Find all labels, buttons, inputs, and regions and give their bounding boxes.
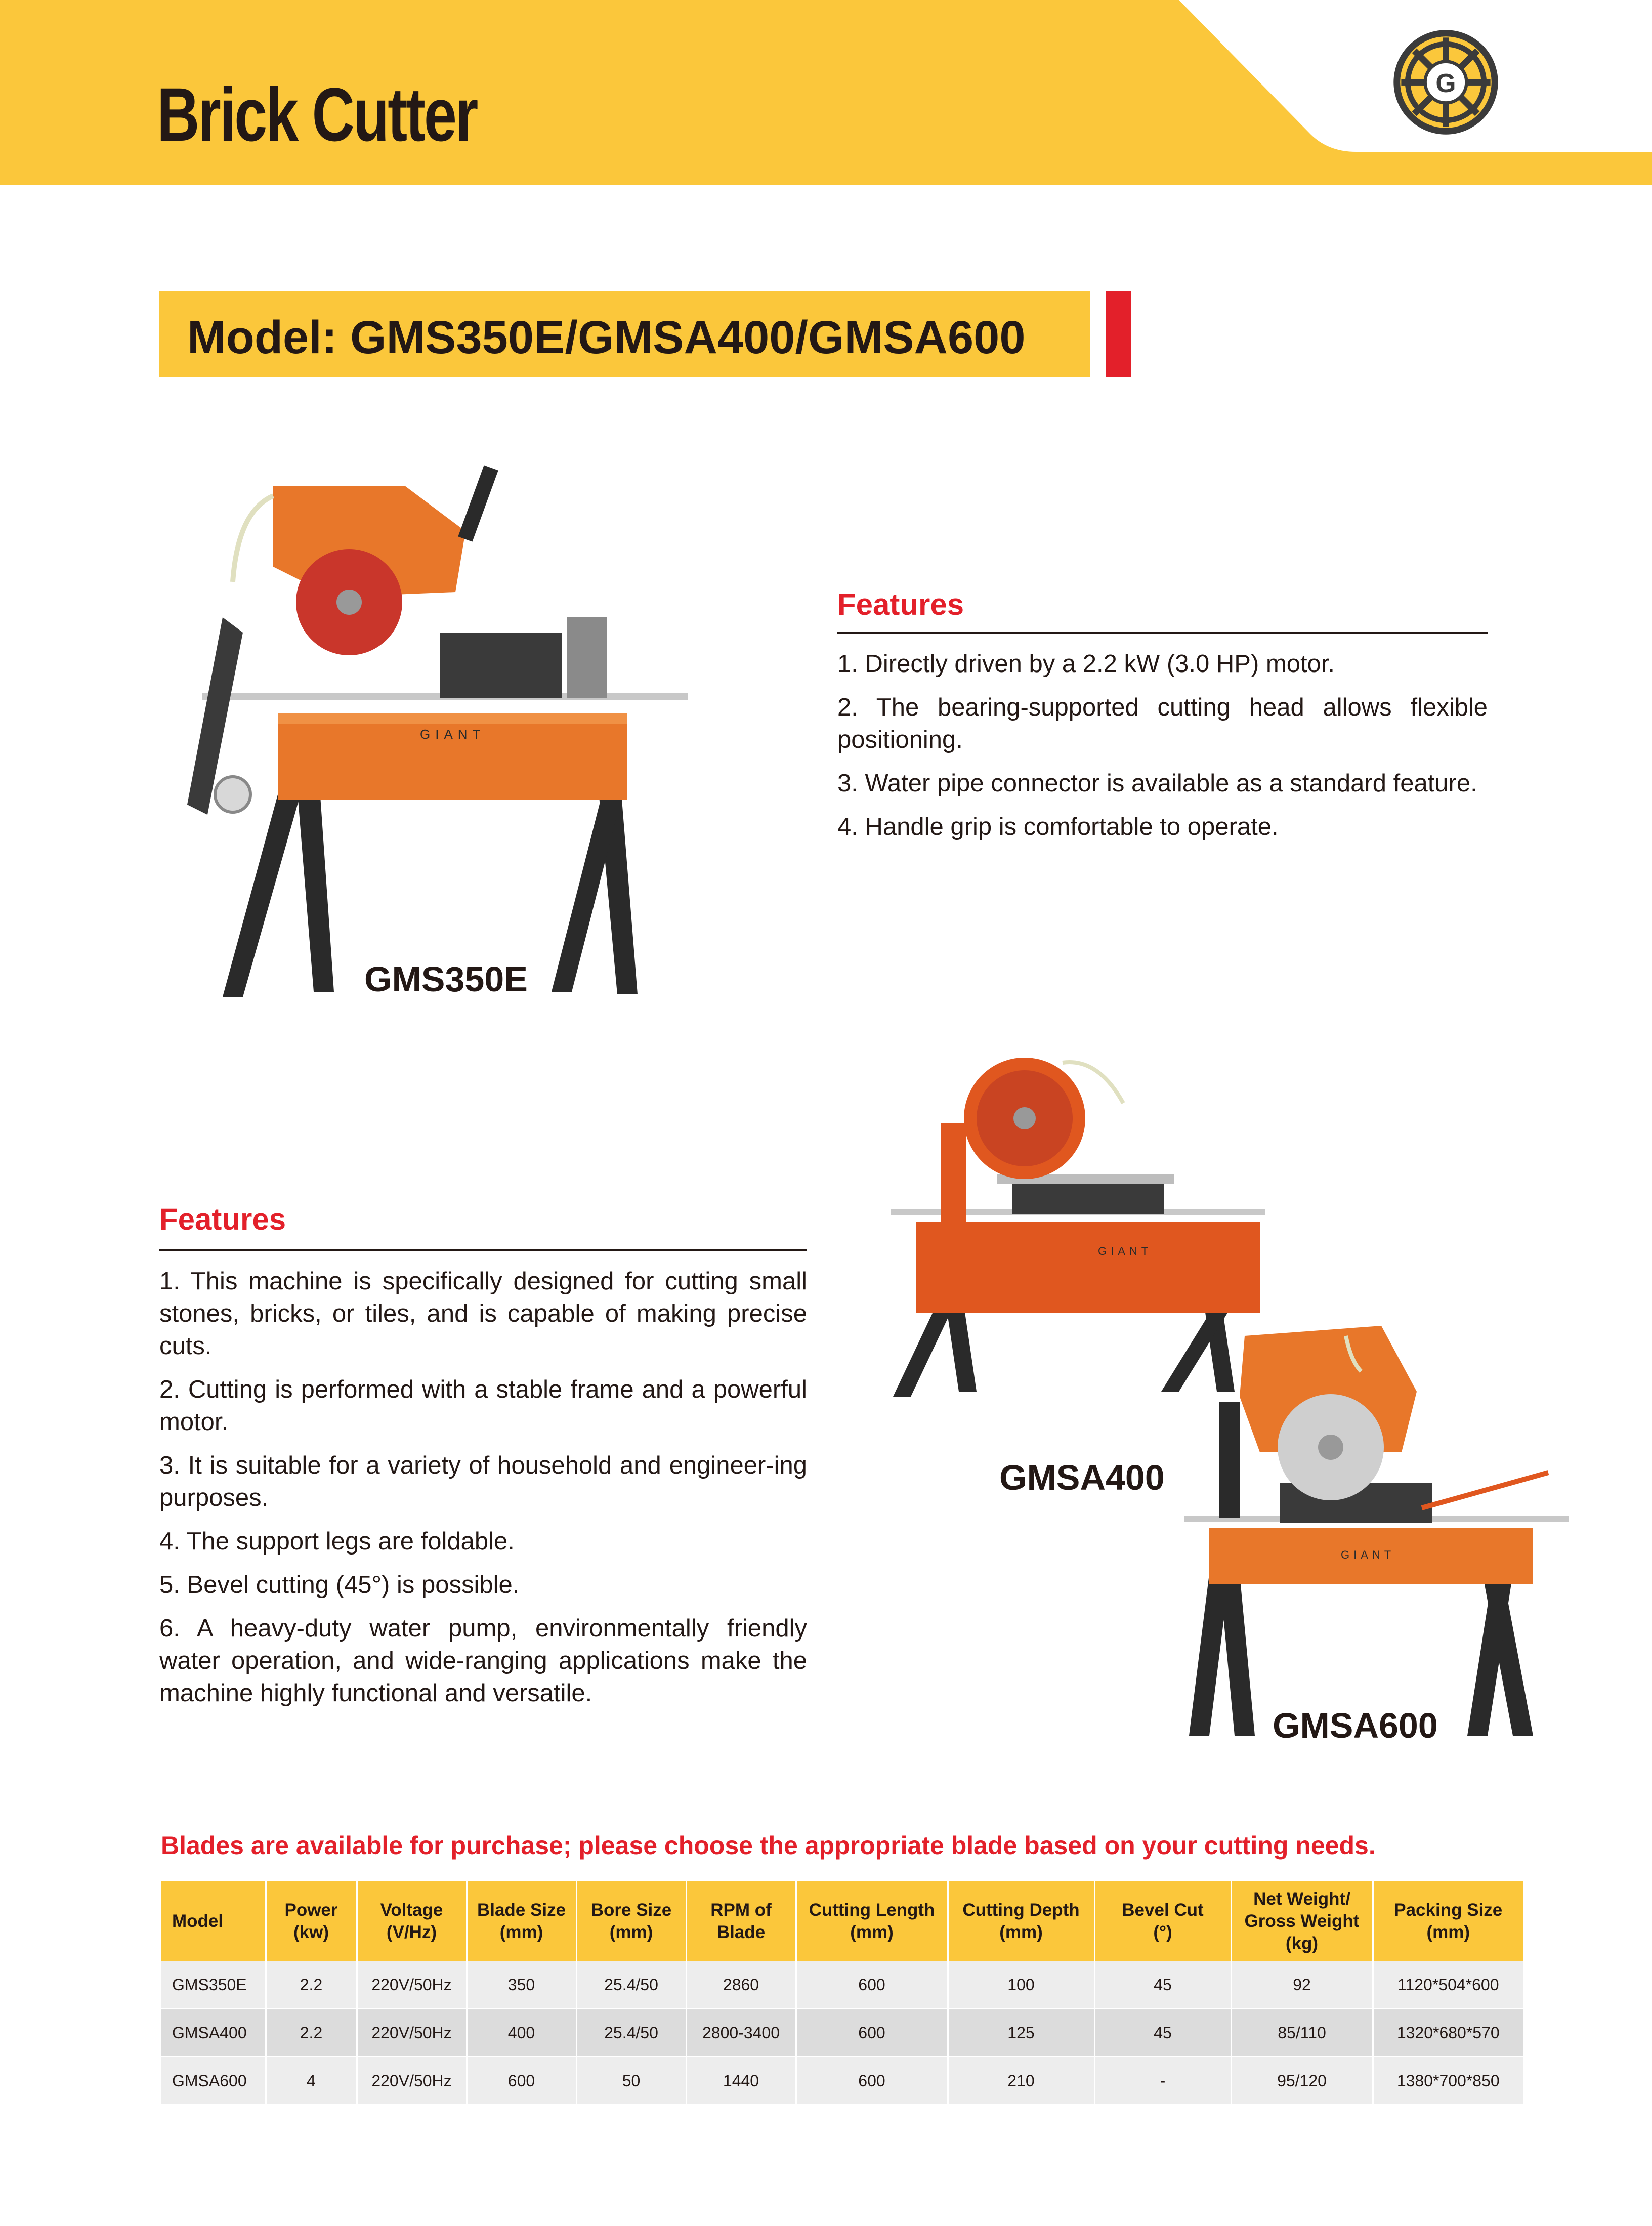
spec-cell: 50: [576, 2057, 686, 2105]
spec-cell: 45: [1094, 2009, 1231, 2057]
spec-cell: 220V/50Hz: [357, 2009, 467, 2057]
spec-cell: 125: [948, 2009, 1094, 2057]
spec-cell: -: [1094, 2057, 1231, 2105]
features-top-list: [837, 648, 1488, 843]
spec-cell: GMSA600: [161, 2057, 266, 2105]
gms350e-image: [182, 450, 698, 1007]
spec-cell: 2800-3400: [686, 2009, 796, 2057]
spec-cell: 4: [266, 2057, 357, 2105]
spec-cell: 1320*680*570: [1373, 2009, 1523, 2057]
gmsa600-image: [1179, 1316, 1574, 1741]
blades-note: Blades are available for purchase; please choose the appropriate blade based on your cutting needs.: [161, 1831, 1376, 1860]
spec-cell: 220V/50Hz: [357, 2057, 467, 2105]
model-accent-bar: [1106, 291, 1131, 377]
spec-cell: 85/110: [1231, 2009, 1373, 2057]
spec-header-cell: Model: [161, 1881, 266, 1961]
features-bottom-item: 6. A heavy-duty water pump, environmentally friendly water operation, and wide-ranging applications make the machine highly functional and versatile.: [159, 1615, 807, 1707]
spec-cell: 600: [796, 2057, 948, 2105]
spec-table: [161, 1881, 1523, 2106]
spec-header-cell: Blade Size (mm): [467, 1881, 576, 1961]
giant-logo: [1391, 28, 1500, 137]
features-top-item: 1. Directly driven by a 2.2 kW (3.0 HP) motor.: [837, 650, 1335, 678]
gms350e-label: GMS350E: [364, 959, 528, 999]
spec-cell: 25.4/50: [576, 1961, 686, 2009]
spec-cell: 2.2: [266, 1961, 357, 2009]
gmsa600-brand: GIANT: [1341, 1548, 1395, 1561]
features-bottom-rule: [159, 1249, 807, 1251]
features-bottom-item: 4. The support legs are foldable.: [159, 1528, 515, 1555]
gmsa600-label: GMSA600: [1273, 1706, 1438, 1745]
table-row: [161, 2057, 1523, 2105]
spec-cell: 100: [948, 1961, 1094, 2009]
spec-cell: 2.2: [266, 2009, 357, 2057]
spec-cell: 1120*504*600: [1373, 1961, 1523, 2009]
features-bottom-item: 3. It is suitable for a variety of household and engineer-ing purposes.: [159, 1452, 807, 1511]
features-top-rule: [837, 632, 1488, 634]
spec-cell: 1380*700*850: [1373, 2057, 1523, 2105]
spec-header-cell: Cutting Length (mm): [796, 1881, 948, 1961]
features-top-item: 2. The bearing-supported cutting head allows flexible positioning.: [837, 694, 1488, 753]
features-top-item: 4. Handle grip is comfortable to operate.: [837, 813, 1279, 841]
spec-cell: GMSA400: [161, 2009, 266, 2057]
spec-cell: GMS350E: [161, 1961, 266, 2009]
spec-cell: 600: [467, 2057, 576, 2105]
spec-header-cell: Bevel Cut (°): [1094, 1881, 1231, 1961]
spec-header-cell: Bore Size (mm): [576, 1881, 686, 1961]
spec-cell: 95/120: [1231, 2057, 1373, 2105]
gms350e-brand: GIANT: [420, 727, 486, 742]
spec-header-cell: Power (kw): [266, 1881, 357, 1961]
features-bottom-heading: Features: [159, 1202, 286, 1236]
features-bottom-item: 5. Bevel cutting (45°) is possible.: [159, 1571, 520, 1599]
page-title: Brick Cutter: [157, 72, 477, 157]
spec-header-cell: Net Weight/ Gross Weight (kg): [1231, 1881, 1373, 1961]
spec-cell: 600: [796, 1961, 948, 2009]
table-row: [161, 2009, 1523, 2057]
spec-cell: 2860: [686, 1961, 796, 2009]
features-bottom-item: 1. This machine is specifically designed for cutting small stones, bricks, or tiles, and is capable of making precise cuts.: [159, 1268, 807, 1360]
table-row: [161, 1961, 1523, 2009]
gmsa400-label: GMSA400: [999, 1458, 1165, 1497]
spec-cell: 600: [796, 2009, 948, 2057]
spec-cell: 220V/50Hz: [357, 1961, 467, 2009]
model-title: Model: GMS350E/GMSA400/GMSA600: [187, 312, 1026, 363]
spec-header-cell: Cutting Depth (mm): [948, 1881, 1094, 1961]
spec-cell: 45: [1094, 1961, 1231, 2009]
spec-cell: 92: [1231, 1961, 1373, 2009]
gmsa400-brand: GIANT: [1098, 1245, 1153, 1257]
logo-letter: G: [1435, 68, 1456, 98]
spec-header-cell: Packing Size (mm): [1373, 1881, 1523, 1961]
spec-cell: 400: [467, 2009, 576, 2057]
features-top-heading: Features: [837, 587, 964, 621]
spec-cell: 210: [948, 2057, 1094, 2105]
features-top-item: 3. Water pipe connector is available as a standard feature.: [837, 770, 1477, 797]
features-bottom-item: 2. Cutting is performed with a stable frame and a powerful motor.: [159, 1376, 807, 1436]
spec-header-cell: RPM of Blade: [686, 1881, 796, 1961]
spec-cell: 350: [467, 1961, 576, 2009]
spec-cell: 25.4/50: [576, 2009, 686, 2057]
spec-table-header-row: [161, 1881, 1523, 1961]
spec-header-cell: Voltage (V/Hz): [357, 1881, 467, 1961]
features-bottom-list: [159, 1265, 807, 1709]
spec-cell: 1440: [686, 2057, 796, 2105]
